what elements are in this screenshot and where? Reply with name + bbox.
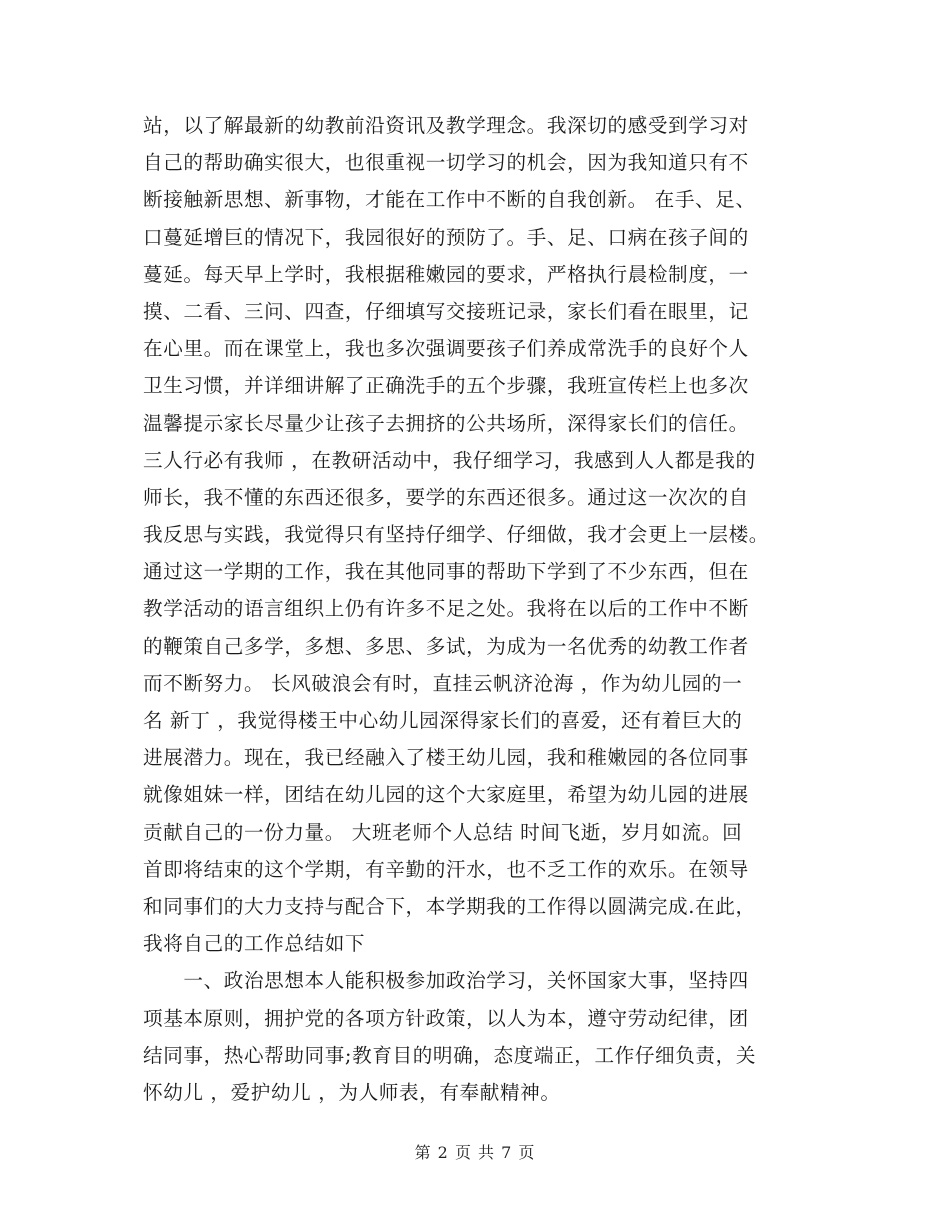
text-line: 卫生习惯，并详细讲解了正确洗手的五个步骤，我班宣传栏上也多次 — [143, 374, 749, 398]
text-line: 三人行必有我师 ，在教研活动中，我仔细学习，我感到人人都是我的 — [143, 448, 756, 472]
page-footer: 第 2 页 共 7 页 — [414, 1143, 536, 1162]
text-line: 而不断努力。 长风破浪会有时，直挂云帆济沧海 ，作为幼儿园的一 — [143, 671, 743, 695]
text-line: 和同事们的大力支持与配合下，本学期我的工作得以圆满完成.在此， — [143, 894, 756, 918]
text-line: 蔓延。每天早上学时，我根据稚嫩园的要求，严格执行晨检制度，一 — [143, 262, 749, 286]
text-line: 断接触新思想、新事物，才能在工作中不断的自我创新。 在手、足、 — [143, 188, 756, 212]
text-line: 贡献自己的一份力量。 大班老师个人总结 时间飞逝，岁月如流。回 — [143, 820, 743, 844]
text-line: 温馨提示家长尽量少让孩子去拥挤的公共场所，深得家长们的信任。 — [143, 411, 749, 435]
text-line: 口蔓延增巨的情况下，我园很好的预防了。手、足、口病在孩子间的 — [143, 225, 749, 249]
text-line: 一、政治思想本人能积极参加政治学习，关怀国家大事，坚持四 — [143, 969, 749, 993]
text-line: 摸、二看、三问、四查，仔细填写交接班记录，家长们看在眼里，记 — [143, 299, 749, 323]
text-line: 首即将结束的这个学期，有辛勤的汗水，也不乏工作的欢乐。在领导 — [143, 857, 749, 881]
text-line: 的鞭策自己多学，多想、多思、多试，为成为一名优秀的幼教工作者 — [143, 634, 749, 658]
text-line: 我反思与实践，我觉得只有坚持仔细学、仔细做，我才会更上一层楼。 — [143, 523, 770, 547]
text-line: 进展潜力。现在，我已经融入了楼王幼儿园，我和稚嫩园的各位同事 — [143, 746, 749, 770]
text-line: 名 新丁 ，我觉得楼王中心幼儿园深得家长们的喜爱，还有着巨大的 — [143, 709, 743, 732]
text-line: 站，以了解最新的幼教前沿资讯及教学理念。我深切的感受到学习对 — [143, 114, 749, 137]
text-line: 结同事，热心帮助同事;教育目的明确，态度端正，工作仔细负责，关 — [143, 1043, 757, 1067]
text-line: 怀幼儿 ，爱护幼儿 ，为人师表，有奉献精神。 — [143, 1080, 561, 1104]
text-line: 自己的帮助确实很大，也很重视一切学习的机会，因为我知道只有不 — [143, 151, 749, 175]
text-line: 通过这一学期的工作，我在其他同事的帮助下学到了不少东西，但在 — [143, 560, 749, 584]
text-line: 就像姐妹一样，团结在幼儿园的这个大家庭里，希望为幼儿园的进展 — [143, 783, 749, 807]
text-line: 教学活动的语言组织上仍有许多不足之处。我将在以后的工作中不断 — [143, 597, 749, 621]
text-line: 在心里。而在课堂上，我也多次强调要孩子们养成常洗手的良好个人 — [143, 337, 749, 361]
body-text — [143, 107, 808, 1111]
text-line: 项基本原则，拥护党的各项方针政策，以人为本，遵守劳动纪律，团 — [143, 1006, 749, 1030]
text-line: 我将自己的工作总结如下 — [143, 932, 366, 956]
text-line: 师长，我不懂的东西还很多，要学的东西还很多。通过这一次次的自 — [143, 485, 749, 509]
